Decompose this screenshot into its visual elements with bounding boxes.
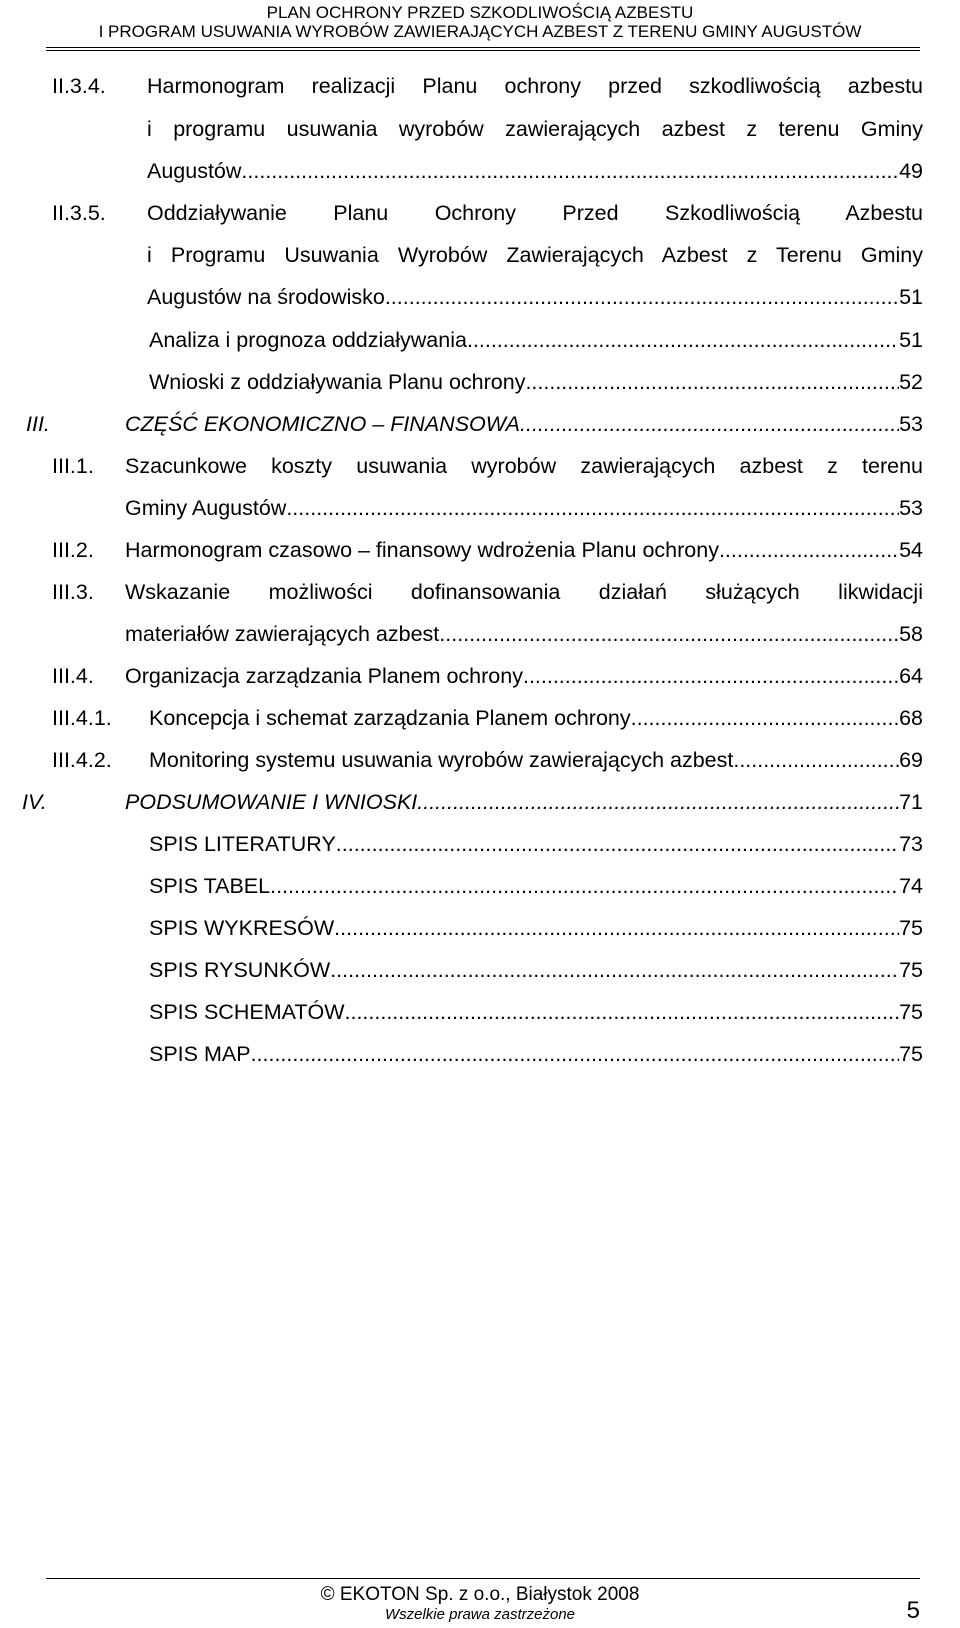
toc-entry-number: II.3.4. bbox=[52, 74, 106, 98]
footer-divider bbox=[46, 1578, 920, 1579]
leader-dots bbox=[286, 493, 899, 523]
toc-page-number: 69 bbox=[899, 748, 923, 772]
toc-entry[interactable] bbox=[0, 577, 960, 607]
toc-entry[interactable] bbox=[0, 661, 960, 691]
toc-page-number: 68 bbox=[899, 706, 923, 730]
page-header bbox=[0, 4, 960, 42]
toc-entry-continuation: Gminy Augustów ..... 53 bbox=[125, 493, 923, 523]
leader-dots bbox=[417, 787, 899, 817]
leader-dots bbox=[336, 829, 899, 859]
toc-entry[interactable] bbox=[149, 325, 923, 355]
toc-entry-title: CZĘŚĆ EKONOMICZNO – FINANSOWA bbox=[125, 412, 520, 436]
leader-dots bbox=[525, 367, 899, 397]
page-number: 5 bbox=[906, 1597, 920, 1624]
toc-entry-title: SPIS LITERATURY bbox=[149, 832, 336, 856]
toc-entry[interactable] bbox=[149, 367, 923, 397]
toc-page-number: 74 bbox=[899, 874, 923, 898]
toc-entry[interactable] bbox=[149, 829, 923, 859]
leader-dots bbox=[345, 997, 900, 1027]
toc-entry[interactable] bbox=[0, 535, 960, 565]
toc-entry-title: Analiza i prognoza oddziaływania bbox=[149, 328, 467, 352]
leader-dots bbox=[439, 619, 899, 649]
leader-dots bbox=[270, 871, 899, 901]
toc-page-number: 53 bbox=[899, 412, 923, 436]
toc-entry-title: SPIS RYSUNKÓW bbox=[149, 958, 331, 982]
toc-entry-continuation: materiałów zawierających azbest ..... 58 bbox=[125, 619, 923, 649]
leader-dots bbox=[520, 409, 899, 439]
toc-entry-number: III.4.1. bbox=[52, 706, 112, 730]
leader-dots bbox=[631, 703, 899, 733]
toc-page-number: 73 bbox=[899, 832, 923, 856]
toc-entry-title: Harmonogram czasowo – finansowy wdrożenia Planu ochrony bbox=[125, 538, 719, 562]
toc-entry-title: Oddziaływanie Planu Ochrony Przed Szkodliwością Azbestu bbox=[147, 201, 923, 225]
leader-dots bbox=[334, 913, 899, 943]
toc-entry-title: SPIS SCHEMATÓW bbox=[149, 1000, 345, 1024]
page-footer bbox=[0, 1584, 960, 1624]
toc-page-number: 54 bbox=[899, 538, 923, 562]
toc-page-number: 75 bbox=[899, 958, 923, 982]
toc-entry[interactable] bbox=[149, 997, 923, 1027]
toc-entry[interactable] bbox=[0, 451, 960, 481]
toc-page-number: 51 bbox=[899, 328, 923, 352]
toc-entry-number: III.2. bbox=[52, 538, 94, 562]
toc-entry-title: Koncepcja i schemat zarządzania Planem ochrony bbox=[149, 706, 631, 730]
toc-entry[interactable] bbox=[149, 955, 923, 985]
toc-page-number: 75 bbox=[899, 916, 923, 940]
toc-page-number: 51 bbox=[899, 285, 923, 309]
footer-rights: Wszelkie prawa zastrzeżone bbox=[384, 1606, 576, 1623]
header-divider-thin bbox=[46, 50, 920, 51]
toc-entry[interactable] bbox=[0, 71, 960, 101]
toc-entry-title: Organizacja zarządzania Planem ochrony bbox=[125, 664, 523, 688]
toc-entry-continuation: i Programu Usuwania Wyrobów Zawierających Azbest z Terenu Gminy bbox=[147, 243, 923, 267]
toc-entry[interactable] bbox=[0, 703, 960, 733]
toc-entry[interactable] bbox=[149, 1039, 923, 1069]
toc-entry-continuation: i programu usuwania wyrobów zawierających azbest z terenu Gminy bbox=[147, 117, 923, 141]
toc-entry[interactable] bbox=[149, 913, 923, 943]
toc-entry[interactable] bbox=[0, 745, 960, 775]
footer-copyright: © EKOTON Sp. z o.o., Białystok 2008 bbox=[320, 1584, 640, 1605]
toc-entry-continuation: Augustów na środowisko ..... 51 bbox=[147, 282, 923, 312]
toc-page-number: 49 bbox=[899, 159, 923, 183]
leader-dots bbox=[719, 535, 899, 565]
leader-dots bbox=[385, 282, 899, 312]
header-divider bbox=[46, 47, 920, 48]
toc-entry-number: III. bbox=[26, 412, 50, 436]
leader-dots bbox=[241, 156, 899, 186]
toc-page-number: 53 bbox=[899, 496, 923, 520]
toc-entry-continuation: Augustów ..... 49 bbox=[147, 156, 923, 186]
toc-entry-title: Wnioski z oddziaływania Planu ochrony bbox=[149, 370, 526, 394]
toc-page-number: 75 bbox=[899, 1042, 923, 1066]
toc-entry[interactable] bbox=[0, 198, 960, 228]
leader-dots bbox=[733, 745, 899, 775]
toc-entry-number: IV. bbox=[22, 790, 47, 814]
toc-entry[interactable] bbox=[0, 787, 960, 817]
toc-entry-title: SPIS MAP bbox=[149, 1042, 251, 1066]
leader-dots bbox=[251, 1039, 900, 1069]
leader-dots bbox=[467, 325, 899, 355]
leader-dots bbox=[523, 661, 899, 691]
toc-entry-title: Wskazanie możliwości dofinansowania działań służących likwidacji bbox=[125, 580, 923, 604]
toc-entry-number: III.4.2. bbox=[52, 748, 112, 772]
toc-entry[interactable] bbox=[149, 871, 923, 901]
toc-entry-title: Szacunkowe koszty usuwania wyrobów zawierających azbest z terenu bbox=[125, 454, 923, 478]
toc-entry-number: III.1. bbox=[52, 454, 94, 478]
toc-entry-title: Monitoring systemu usuwania wyrobów zawierających azbest bbox=[149, 748, 734, 772]
toc-page-number: 75 bbox=[899, 1000, 923, 1024]
toc-page-number: 52 bbox=[899, 370, 923, 394]
toc-page-number: 71 bbox=[899, 790, 923, 814]
leader-dots bbox=[330, 955, 899, 985]
header-subtitle: I PROGRAM USUWANIA WYROBÓW ZAWIERAJĄCYCH AZBEST Z TERENU GMINY AUGUSTÓW bbox=[98, 22, 862, 41]
toc-entry-number: III.3. bbox=[52, 580, 94, 604]
toc-page-number: 58 bbox=[899, 622, 923, 646]
toc-entry-title: SPIS TABEL bbox=[149, 874, 271, 898]
toc-entry-title: SPIS WYKRESÓW bbox=[149, 916, 335, 940]
toc-entry-title: Harmonogram realizacji Planu ochrony przed szkodliwością azbestu bbox=[147, 74, 923, 98]
toc-entry-number: II.3.5. bbox=[52, 201, 106, 225]
toc-entry-title: PODSUMOWANIE I WNIOSKI bbox=[125, 790, 418, 814]
header-title: PLAN OCHRONY PRZED SZKODLIWOŚCIĄ AZBESTU bbox=[266, 3, 694, 22]
toc-entry[interactable] bbox=[0, 409, 960, 439]
toc-page-number: 64 bbox=[899, 664, 923, 688]
toc-entry-number: III.4. bbox=[52, 664, 94, 688]
